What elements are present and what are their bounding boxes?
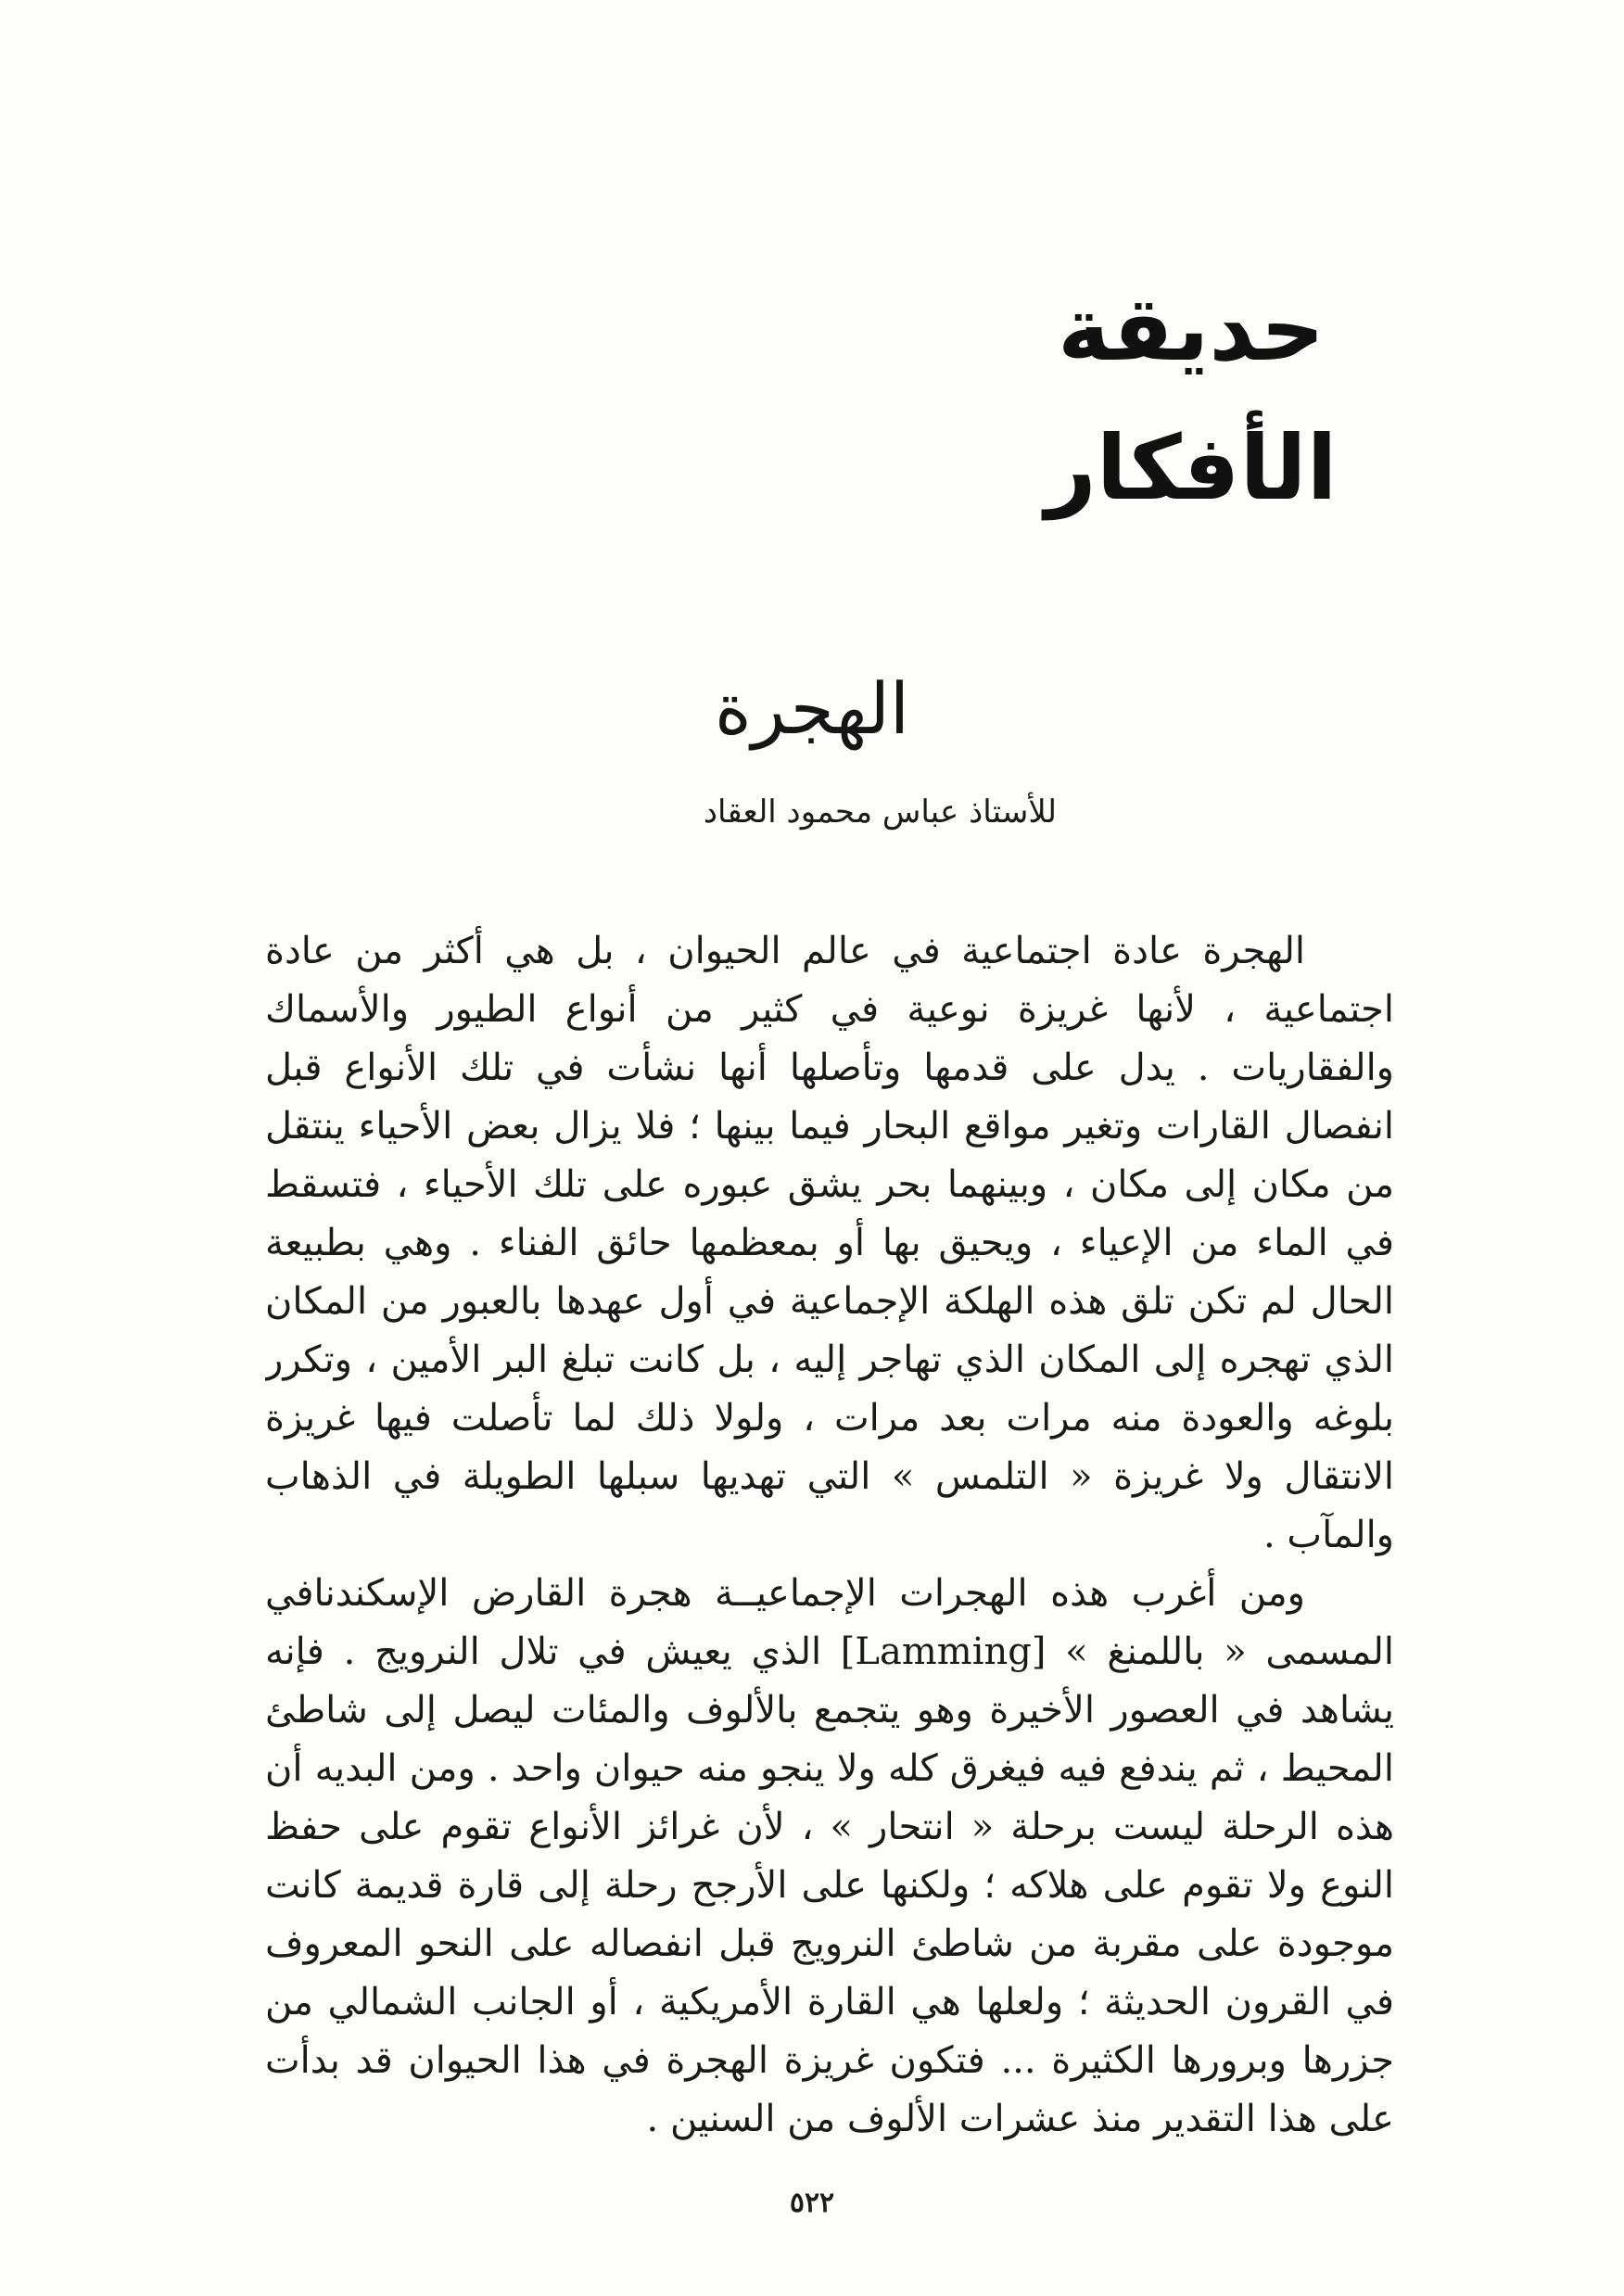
paragraph-2: ومن أغرب هذه الهجرات الإجماعيــة هجرة القارض الإسكندنافي المسمى « باللمنغ » [Lamming] الذي يعيش في تلال النرويج . فإنه يشاهد في العصور الأخيرة وهو يتجمع بالألوف والمئات ليصل إلى شاطئ المحيط ، ثم يندفع فيه فيغرق كله ولا ينجو منه حيوان واحد . ومن البديه أن هذه الرحلة ليست برحلة « انتحار » ، لأن غرائز الأنواع تقوم على حفظ النوع ولا تقوم على هلاكه ؛ ولكنها على الأرجح رحلة إلى قارة قديمة كانت موجودة على مقربة من شاطئ النرويج قبل انفصاله على النحو المعروف في القرون الحديثة ؛ ولعلها هي القارة الأمريكية ، أو الجانب الشمالي من جزرها وبرورها الكثيرة ... فتكون غريزة الهجرة في هذا الحيوان قد بدأت على هذا التقدير منذ عشرات الألوف من السنين . [265,1572,1394,2140]
byline: للأستاذ عباس محمود العقاد [703,793,1057,831]
article-body [265,922,1394,2164]
paragraph-1: الهجرة عادة اجتماعية في عالم الحيوان ، بل هي أكثر من عادة اجتماعية ، لأنها غريزة نوعية في كثير من أنواع الطيور والأسماك والفقاريات . يدل على قدمها وتأصلها أنها نشأت في تلك الأنواع قبل انفصال القارات وتغير مواقع البحار فيما بينها ؛ فلا يزال بعض الأحياء ينتقل من مكان إلى مكان ، وبينهما بحر يشق عبوره على تلك الأحياء ، فتسقط في الماء من الإعياء ، ويحيق بها أو بمعظمها حائق الفناء . وهي بطبيعة الحال لم تكن تلق هذه الهلكة الإجماعية في أول عهدها بالعبور من المكان الذي تهجره إلى المكان الذي تهاجر إليه ، بل كانت تبلغ البر الأمين ، وتكرر بلوغه والعودة منه مرات بعد مرات ، ولولا ذلك لما تأصلت فيها غريزة الانتقال ولا غريزة « التلمس » التي تهديها سبلها الطويلة في الذهاب والمآب . [265,930,1394,1556]
section-title: حديقة الأفكار [1045,277,1338,520]
page-number: ٥٢٢ [789,2187,835,2219]
article-title: الهجرة [714,667,910,750]
